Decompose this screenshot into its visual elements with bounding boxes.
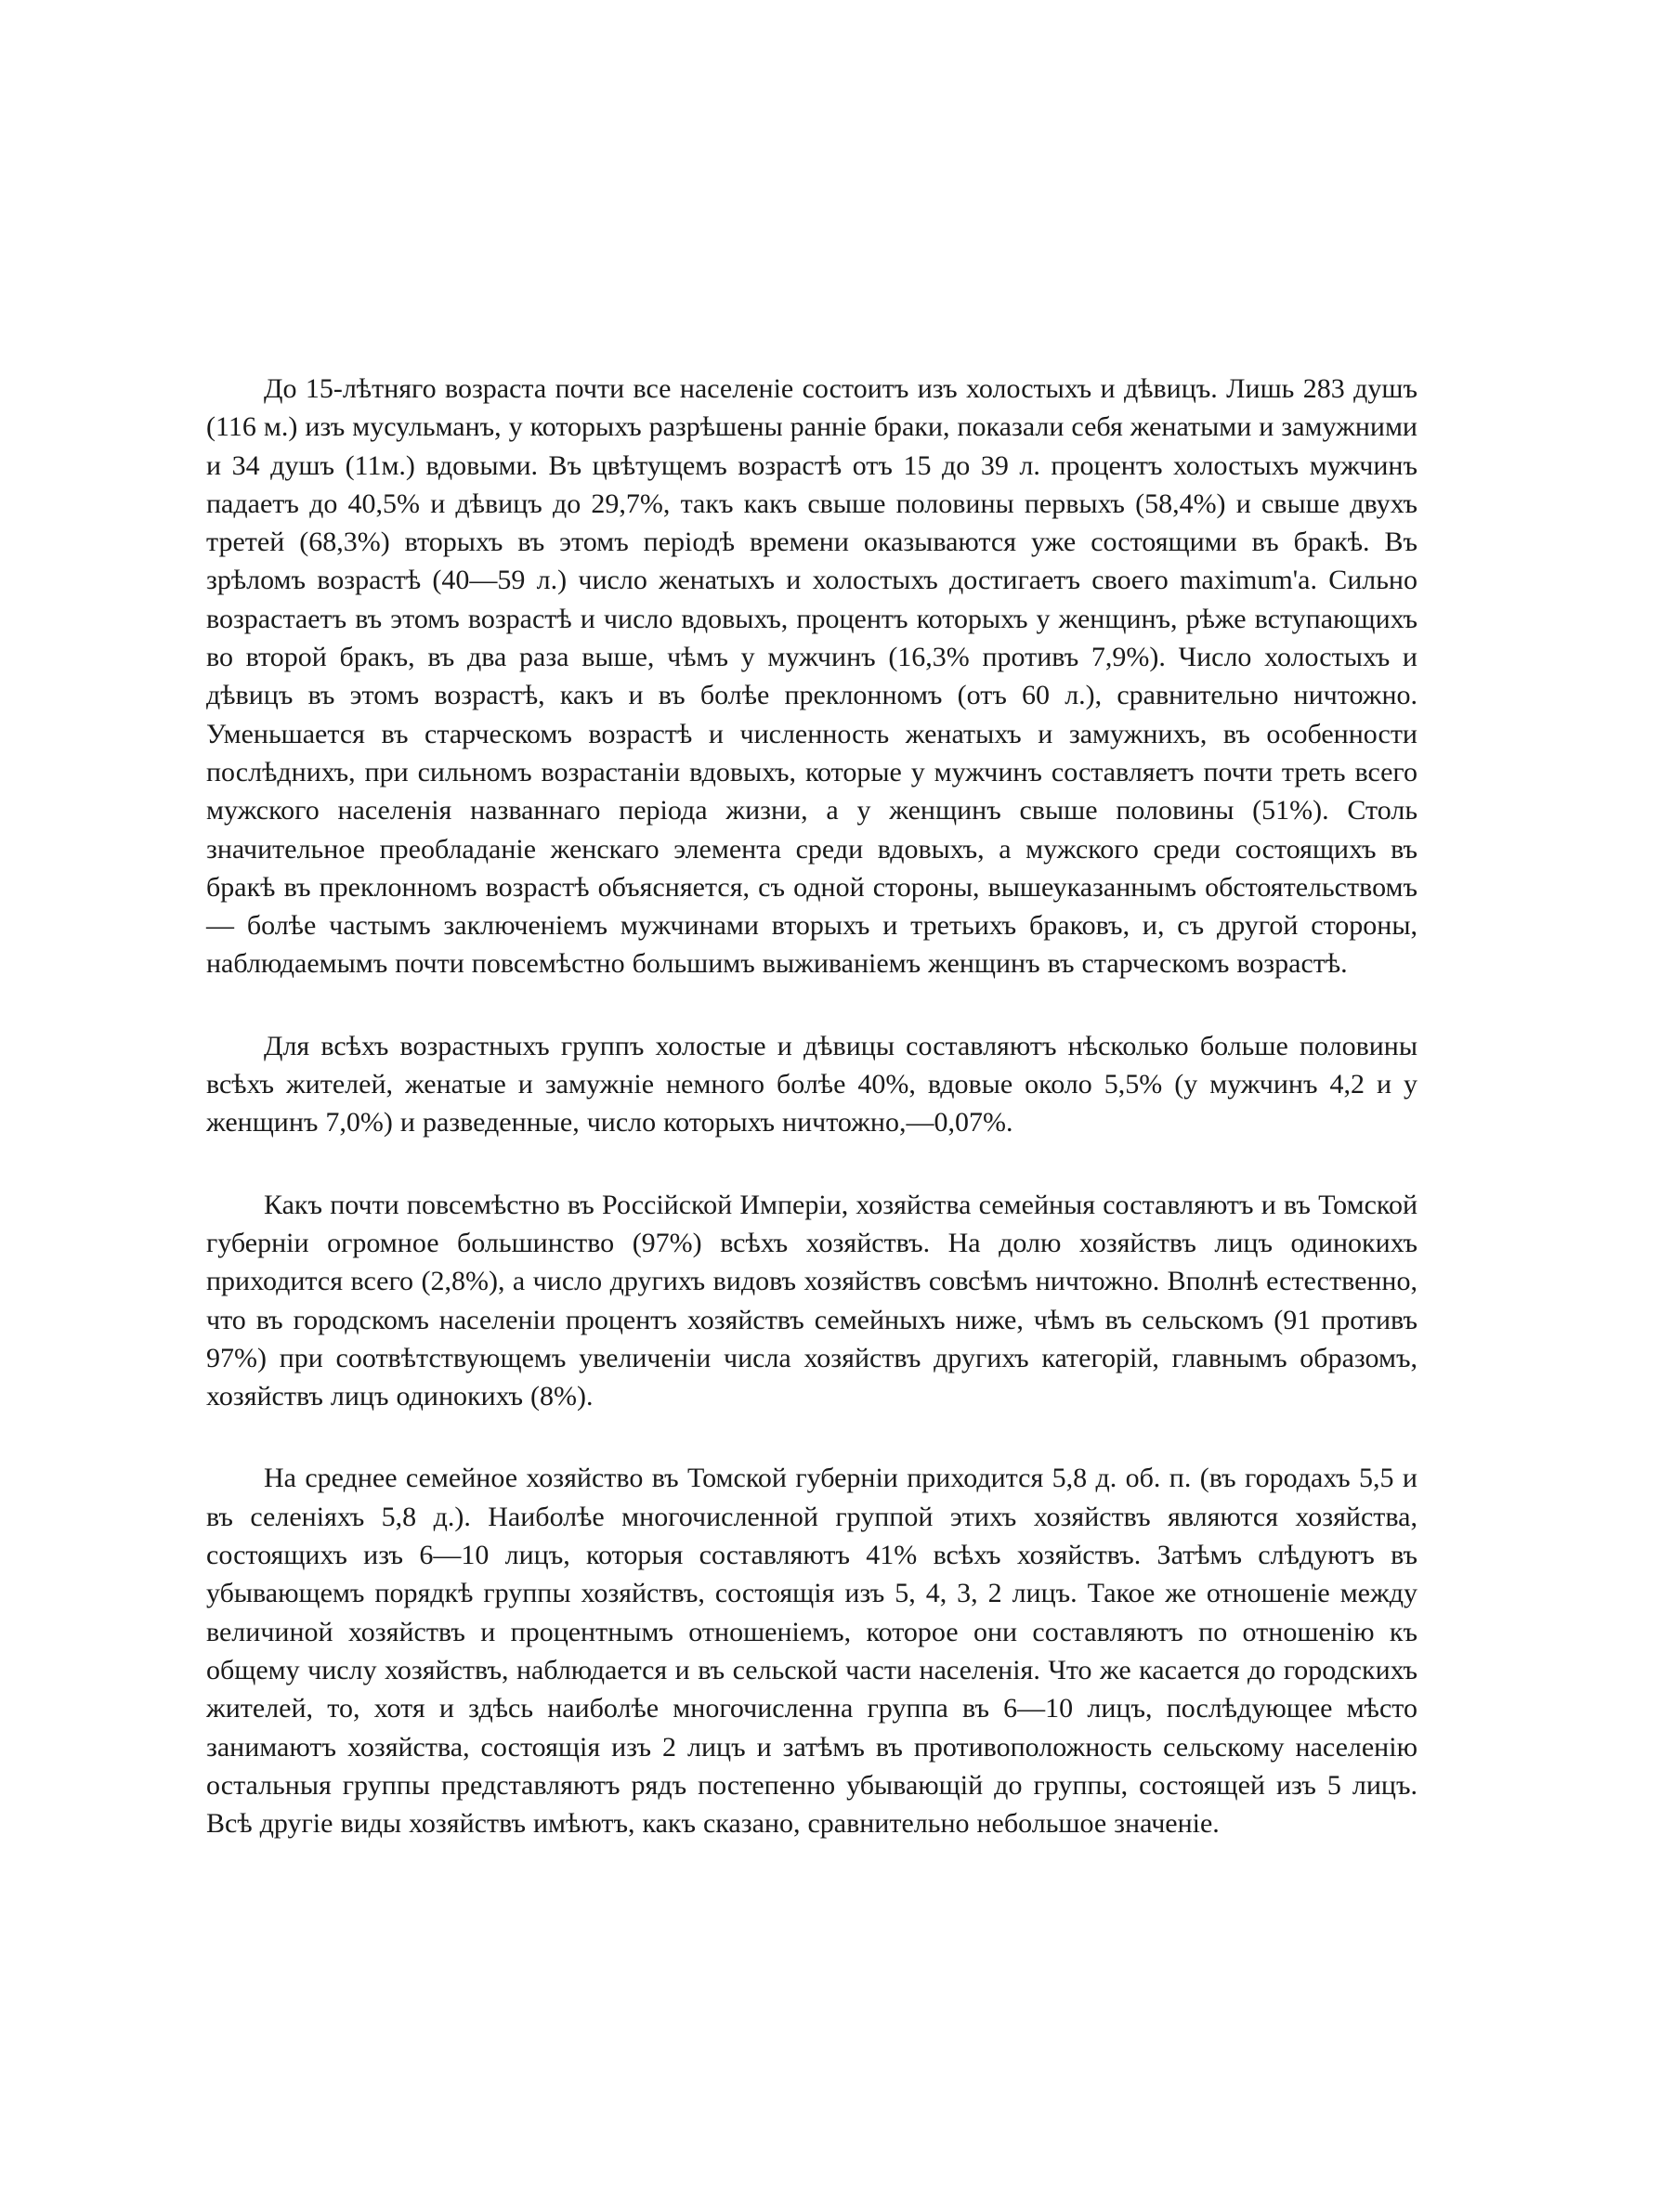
paragraph-household-size: На среднее семейное хозяйство въ Томской губерніи приходится 5,8 д. об. п. (въ городахъ 5,5 и въ селеніяхъ 5,8 д.). Наиболѣе многочисленной группой этихъ хозяйствъ являются хозяйства, состоящихъ изъ 6—10 лицъ, которыя составляютъ 41% всѣхъ хозяйствъ. Затѣмъ слѣдуютъ въ убывающемъ порядкѣ группы хозяйствъ, состоящія изъ 5, 4, 3, 2 лицъ. Такое же отношеніе между величиной хозяйствъ и процентнымъ отношеніемъ, которое они составляютъ по отношенію къ общему числу хозяйствъ, наблюдается и въ сельской части населенія. Что же касается до городскихъ жителей, то, хотя и здѣсь наиболѣе многочисленна группа въ 6—10 лицъ, послѣдующее мѣсто занимаютъ хозяйства, состоящія изъ 2 лицъ и затѣмъ въ противоположность сельскому населенію остальныя группы представляютъ рядъ постепенно убывающій до группы, состоящей изъ 5 лицъ. Всѣ другіе виды хозяйствъ имѣютъ, какъ сказано, сравнительно небольшое значеніе. [206, 1463, 1417, 1840]
body-text [206, 370, 1417, 1842]
paragraph-household-types: Какъ почти повсемѣстно въ Россійской Имперіи, хозяйства семейныя составляютъ и въ Томской губерніи огромное большинство (97%) всѣхъ хозяйствъ. На долю хозяйствъ лицъ одинокихъ приходится всего (2,8%), а число другихъ видовъ хозяйствъ совсѣмъ ничтожно. Вполнѣ естественно, что въ городскомъ населеніи процентъ хозяйствъ семейныхъ ниже, чѣмъ въ сельскомъ (91 противъ 97%) при соотвѣтствующемъ увеличеніи числа хозяйствъ другихъ категорій, главнымъ образомъ, хозяйствъ лицъ одинокихъ (8%). [206, 1189, 1417, 1412]
paragraph-all-age-groups: Для всѣхъ возрастныхъ группъ холостые и дѣвицы составляютъ нѣсколько больше половины всѣхъ жителей, женатые и замужніе немного болѣе 40%, вдовые около 5,5% (у мужчинъ 4,2 и у женщинъ 7,0%) и разведенные, число которыхъ ничтожно,—0,07%. [206, 1030, 1417, 1139]
paragraph-marital-status-by-age: До 15-лѣтняго возраста почти все населеніе состоитъ изъ холостыхъ и дѣвицъ. Лишь 283 душъ (116 м.) изъ мусульманъ, у которыхъ разрѣшены ранніе браки, показали себя женатыми и замужними и 34 душъ (11м.) вдовыми. Въ цвѣтущемъ возрастѣ отъ 15 до 39 л. процентъ холостыхъ мужчинъ падаетъ до 40,5% и дѣвицъ до 29,7%, такъ какъ свыше половины первыхъ (58,4%) и свыше двухъ третей (68,3%) вторыхъ въ этомъ періодѣ времени оказываются уже состоящими въ бракѣ. Въ зрѣломъ возрастѣ (40—59 л.) число женатыхъ и холостыхъ достигаетъ своего maximum'а. Сильно возрастаетъ въ этомъ возрастѣ и число вдовыхъ, процентъ которыхъ у женщинъ, рѣже вступающихъ во второй бракъ, въ два раза выше, чѣмъ у мужчинъ (16,3% противъ 7,9%). Число холостыхъ и дѣвицъ въ этомъ возрастѣ, какъ и въ болѣе преклонномъ (отъ 60 л.), сравнительно ничтожно. Уменьшается въ старческомъ возрастѣ и численность женатыхъ и замужнихъ, въ особенности послѣднихъ, при сильномъ возрастаніи вдовыхъ, которые у мужчинъ составляетъ почти треть всего мужского населенія названнаго періода жизни, а у женщинъ свыше половины (51%). Столь значительное преобладаніе женскаго элемента среди вдовыхъ, а мужского среди состоящихъ въ бракѣ въ преклонномъ возрастѣ объясняется, съ одной стороны, вышеуказаннымъ обстоятельствомъ— болѣе частымъ заключеніемъ мужчинами вторыхъ и третьихъ браковъ, и, съ другой стороны, наблюдаемымъ почти повсемѣстно большимъ выживаніемъ женщинъ въ старческомъ возрастѣ. [206, 373, 1417, 980]
